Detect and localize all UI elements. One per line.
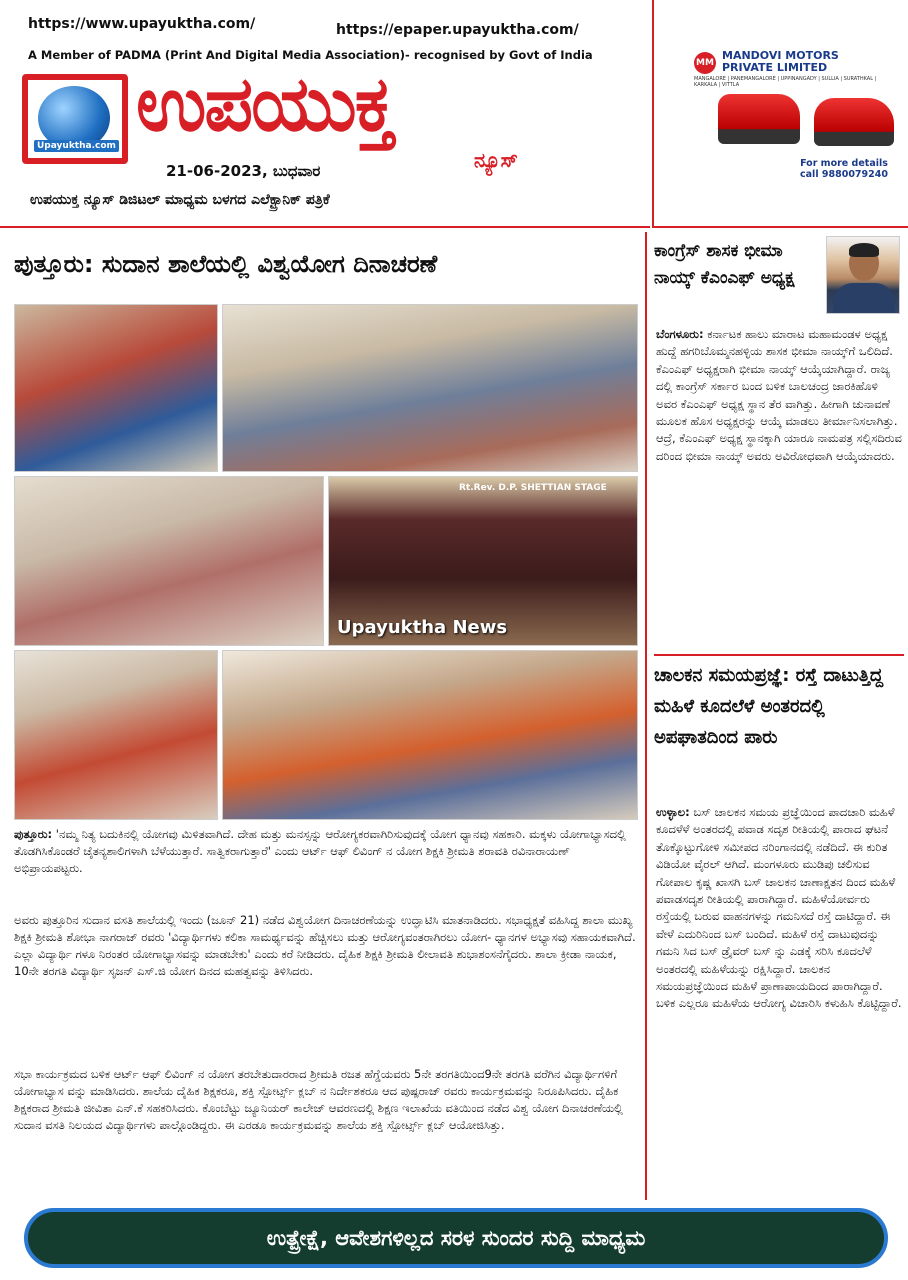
story-text: ಬಸ್ ಚಾಲಕನ ಸಮಯ ಪ್ರಜ್ಞೆಯಿಂದ ಪಾದಚಾರಿ ಮಹಿಳೆ ಕೂದಳೆಳೆ ಅಂತರದಲ್ಲಿ ಪವಾಡ ಸದೃಶ ರೀತಿಯಲ್ಲಿ ಪಾರಾದ ಘಟನೆ ತೊಕ್ಕೊಟ್ಟುಗೋಳಿ ಸಮೀಪದ ನರಿಂಗಾನದಲ್ಲಿ ನಡೆದಿದೆ. ಈ ಕುರಿತ ವಿಡಿಯೋ ವೈರಲ್ ಆಗಿದೆ. ಮಂಗಳೂರು ಮುಡಿಪು ಚಲಿಸುವ ಗೋಪಾಲ ಕೃಷ್ಣ ಖಾಸಗಿ ಬಸ್ ಚಾಲಕನ ಚಾಣಾಕ್ಷತನ ದಿಂದ ಮಹಿಳೆ ಪವಾಡಸದೃಶ ರೀತಿಯಲ್ಲಿ ಪಾರಾಗಿದ್ದಾರೆ. ಮಹಿಳೆಯೋರ್ವರು ರಸ್ತೆಯಲ್ಲಿ ಬರುವ ವಾಹನಗಳನ್ನು ಗಮನಿಸದೆ ರಸ್ತೆ ದಾಟಿದ್ದಾರೆ. ಈ ವೇಳೆ ಎದುರಿನಿಂದ ಬಸ್ ಬಂದಿದೆ. ಮಹಿಳೆ ರಸ್ತೆ ದಾಟುವುದನ್ನು ಗಮನಿ ಸಿದ ಬಸ್ ಡ್ರೈವರ್ ಬಸ್ ನ್ನು ಎಡಕ್ಕೆ ಸರಿಸಿ ಕೂದಲೆಳೆ ಅಂತರದಲ್ಲಿ ಮಹಿಳೆಯನ್ನು ರಕ್ಷಿಸಿದ್ದಾರೆ. ಚಾಲಕನ ಸಮಯಪ್ರಜ್ಞೆಯಿಂದ ಮಹಿಳೆ ಪ್ರಾಣಾಪಾಯದಿಂದ ಪಾರಾಗಿದ್ದಾರೆ. ಬಳಿಕ ಎಲ್ಲರೂ ಮಹಿಳೆಯ ಆರೋಗ್ಯ ವಿಚಾರಿಸಿ ಕಳುಹಿಸಿ ಕೊಟ್ಟಿದ್ದಾರೆ. bbox=[656, 805, 902, 1011]
yoga-photo bbox=[14, 304, 218, 472]
photo-watermark: Upayuktha News bbox=[337, 617, 508, 638]
column-divider bbox=[645, 232, 647, 1200]
yoga-photo bbox=[14, 650, 218, 820]
stage-photo bbox=[328, 476, 638, 646]
member-line: A Member of PADMA (Print And Digital Media Association)- recognised by Govt of India bbox=[28, 48, 593, 62]
article-paragraph: ಅವರು ಪುತ್ತೂರಿನ ಸುದಾನ ವಸತಿ ಶಾಲೆಯಲ್ಲಿ ಇಂದು (ಜೂನ್ 21) ನಡೆದ ವಿಶ್ವಯೋಗ ದಿನಾಚರಣೆಯನ್ನು ಉದ್ಘಾಟಿಸಿ ಮಾತನಾಡಿದರು. ಸಭಾಧ್ಯಕ್ಷತೆ ವಹಿಸಿದ್ದ ಶಾಲಾ ಮುಖ್ಯ ಶಿಕ್ಷಕಿ ಶ್ರೀಮತಿ ಶೋಭಾ ನಾಗರಾಜ್ ರವರು 'ವಿದ್ಯಾರ್ಥಿಗಳು ಕಲಿಕಾ ಸಾಮರ್ಥ್ಯವನ್ನು ಹೆಚ್ಚಿಸಲು ಮತ್ತು ಆರೋಗ್ಯವಂತರಾಗಿರಲು ಯೋಗ- ಧ್ಯಾನಗಳ ಅಭ್ಯಾಸವು ಸಹಾಯಕವಾಗಿದೆ. ಎಲ್ಲಾ ವಿದ್ಯಾರ್ಥಿ ಗಳೂ ನಿರಂತರ ಯೋಗಾಭ್ಯಾಸವನ್ನು ಮಾಡಬೇಕು' ಎಂದು ಕರೆ ನೀಡಿದರು. ದೈಹಿಕ ಶಿಕ್ಷಕಿ ಶ್ರೀಮತಿ ಲೀಲಾವತಿ ಶುಭಾಶಂಸನೆಗೈದರು. ಶಾಲಾ ಕ್ರೀಡಾ ನಾಯಕ, 10ನೇ ತರಗತಿ ವಿದ್ಯಾರ್ಥಿ ಸೃಜನ್ ಎಸ್.ಜಿ ಯೋಗ ದಿನದ ಮಹತ್ವವನ್ನು ತಿಳಿಸಿದರು. bbox=[14, 913, 636, 978]
car-image bbox=[814, 98, 894, 146]
yoga-photo bbox=[222, 650, 638, 820]
side-story bbox=[656, 804, 902, 1013]
article-paragraph bbox=[14, 826, 638, 877]
logo bbox=[22, 74, 128, 164]
website-link[interactable]: https://www.upayuktha.com/ bbox=[28, 16, 256, 32]
main-headline: ಪುತ್ತೂರು: ಸುದಾನ ಶಾಲೆಯಲ್ಲಿ ವಿಶ್ವಯೋಗ ದಿನಾಚರಣೆ bbox=[14, 250, 438, 278]
portrait-hair bbox=[849, 243, 879, 257]
story-text: ಕರ್ನಾಟಕ ಹಾಲು ಮಾರಾಟ ಮಹಾಮಂಡಳ ಅಧ್ಯಕ್ಷ ಹುದ್ದೆ ಹಗರಿಬೊಮ್ಮನಹಳ್ಳಿಯ ಶಾಸಕ ಭೀಮಾ ನಾಯ್ಕ್‌ಗೆ ಒಲಿದಿದೆ. ಕೆಎಂಎಫ್ ಅಧ್ಯಕ್ಷರಾಗಿ ಭೀಮಾ ನಾಯ್ಕ್ ಆಯ್ಕೆಯಾಗಿದ್ದಾರೆ. ರಾಜ್ಯ ದಲ್ಲಿ ಕಾಂಗ್ರೆಸ್ ಸರ್ಕಾರ ಬಂದ ಬಳಿಕ ಬಾಲಚಂದ್ರ ಜಾರಕಿಹೊಳಿ ಅವರ ಕೆಎಂಎಫ್ ಅಧ್ಯಕ್ಷ ಸ್ಥಾನ ತೆರ ವಾಗಿತ್ತು. ಹೀಗಾಗಿ ಚುನಾವಣೆ ಮೂಲಕ ಹೊಸ ಅಧ್ಯಕ್ಷರನ್ನು ಆಯ್ಕೆ ಮಾಡಲು ತೀರ್ಮಾನಿಸಲಾಗಿತ್ತು. ಆದ್ರೆ, ಕೆಎಂಎಫ್ ಅಧ್ಯಕ್ಷ ಸ್ಥಾನಕ್ಕಾಗಿ ಯಾರೂ ನಾಮಪತ್ರ ಸಲ್ಲಿಸದಿರುವ ದರಿಂದ ಭೀಮಾ ನಾಯ್ಕ್ ಅವರು ಅವಿರೋಧವಾಗಿ ಆಯ್ಕೆಯಾದರು. bbox=[656, 327, 902, 463]
masthead-header bbox=[0, 0, 650, 228]
article-paragraph: ಸಭಾ ಕಾರ್ಯಕ್ರಮದ ಬಳಿಕ ಆರ್ಟ್ ಆಫ್ ಲಿವಿಂಗ್ ನ ಯೋಗ ತರಬೇತುದಾರರಾದ ಶ್ರೀಮತಿ ರಜತ ಹೆಗ್ಡೆಯವರು 5ನೇ ತರಗತಿಯಿಂದ9ನೇ ತರಗತಿ ವರೆಗಿನ ವಿದ್ಯಾರ್ಥಿಗಳಿಗೆ ಯೋಗಾಭ್ಯಾಸ ವನ್ನು ಮಾಡಿಸಿದರು. ಶಾಲೆಯ ದೈಹಿಕ ಶಿಕ್ಷಕರೂ, ಶಕ್ತಿ ಸ್ಪೋರ್ಟ್ಸ್ ಕ್ಲಬ್ ನ ನಿರ್ದೇಶಕರೂ ಆದ ಪುಷ್ಪರಾಜ್ ರವರು ಕಾರ್ಯಕ್ರಮವನ್ನು ನಿರೂಪಿಸಿದರು. ದೈಹಿಕ ಶಿಕ್ಷಕರಾದ ಶ್ರೀಮತಿ ಜೀವಿತಾ ಎನ್.ಕೆ ಸಹಕರಿಸಿದರು. ಕೊಂಬೆಟ್ಟು ಜ್ಯೂನಿಯರ್ ಕಾಲೇಜ್ ಆವರಣದಲ್ಲಿ ಶಿಕ್ಷಣ ಇಲಾಖೆಯ ವತಿಯಿಂದ ನಡೆದ ವಿಶ್ವ ಯೋಗ ದಿನಾಚರಣೆಯಲ್ಲಿ ಸುದಾನ ವಸತಿ ನಿಲಯದ ವಿದ್ಯಾರ್ಥಿಗಳು ಪಾಲ್ಗೊಂಡಿದ್ದರು. ಈ ಎರಡೂ ಕಾರ್ಯಕ್ರಮವನ್ನು ಶಾಲೆಯ ಶಕ್ತಿ ಸ್ಪೋರ್ಟ್ಸ್ ಕ್ಲಬ್ ಆಯೋಜಿಸಿತ್ತು. bbox=[14, 1067, 623, 1132]
photo-collage bbox=[14, 304, 638, 820]
ad-contact: For more details call 9880079240 bbox=[800, 158, 888, 180]
masthead-title: ಉಪಯುಕ್ತ bbox=[136, 59, 394, 148]
paragraph-text: 'ನಮ್ಮ ನಿತ್ಯ ಬದುಕಿನಲ್ಲಿ ಯೋಗವು ಮಿಳಿತವಾಗಿದೆ. ದೇಹ ಮತ್ತು ಮನಸ್ಸನ್ನು ಆರೋಗ್ಯಕರವಾಗಿರಿಸುವುದಕ್ಕೆ ಯೋಗ ಧ್ಯಾನವು ಸಹಕಾರಿ. ಮಕ್ಕಳು ಯೋಗಾಭ್ಯಾಸದಲ್ಲಿ ತೊಡಗಿಸಿಕೊಂಡರೆ ಚೈತನ್ಯಶಾಲಿಗಳಾಗಿ ಬೆಳೆಯುತ್ತಾರೆ. ಸಾತ್ವಿಕರಾಗುತ್ತಾರೆ' ಎಂದು ಆರ್ಟ್ ಆಫ್ ಲಿವಿಂಗ್ ನ ಯೋಗ ಶಿಕ್ಷಕಿ ಶ್ರೀಮತಿ ಶರಾವತಿ ರವಿನಾರಾಯಣ್ ಅಭಿಪ್ರಾಯಪಟ್ಟರು. bbox=[14, 827, 626, 875]
ad-cities: MANGALORE | PANEMANGALORE | UPPINANGADY | SULLIA | SURATHKAL | KARKALA | VITTLA bbox=[694, 76, 877, 88]
portrait-body bbox=[833, 283, 895, 314]
issue-date: 21-06-2023, ಬುಧವಾರ bbox=[166, 162, 321, 180]
dealer-logo-icon: MM bbox=[694, 52, 716, 74]
masthead-subtitle: ನ್ಯೂಸ್ bbox=[474, 148, 518, 172]
yoga-photo bbox=[14, 476, 324, 646]
epaper-link[interactable]: https://epaper.upayuktha.com/ bbox=[336, 22, 579, 38]
ad-title: MANDOVI MOTORS PRIVATE LIMITED bbox=[722, 49, 839, 74]
yoga-photo bbox=[222, 304, 638, 472]
logo-label: Upayuktha.com bbox=[34, 140, 119, 152]
header-tagline: ಉಪಯುಕ್ತ ನ್ಯೂಸ್ ಡಿಜಿಟಲ್ ಮಾಧ್ಯಮ ಬಳಗದ ಎಲೆಕ್ಟ್ರಾನಿಕ್ ಪತ್ರಿಕೆ bbox=[30, 192, 330, 208]
advertisement[interactable] bbox=[652, 0, 908, 228]
footer-slogan: ಉತ್ಪ್ರೇಕ್ಷೆ, ಆವೇಶಗಳಿಲ್ಲದ ಸರಳ ಸುಂದರ ಸುದ್ದಿ ಮಾಧ್ಯಮ bbox=[266, 1226, 646, 1250]
footer-banner bbox=[24, 1208, 888, 1268]
dateline: ಉಳ್ಳಾಲ: bbox=[656, 805, 690, 819]
stage-banner: Rt.Rev. D.P. SHETTIAN STAGE bbox=[459, 483, 607, 493]
side-headline: ಚಾಲಕನ ಸಮಯಪ್ರಜ್ಞೆ: ರಸ್ತೆ ದಾಟುತ್ತಿದ್ದ ಮಹಿಳೆ ಕೂದಲೆಳೆ ಅಂತರದಲ್ಲಿ ಅಪಘಾತದಿಂದ ಪಾರು bbox=[654, 654, 904, 753]
side-story bbox=[656, 326, 902, 465]
side-headline: ಕಾಂಗ್ರೆಸ್ ಶಾಸಕ ಭೀಮಾ ನಾಯ್ಕ್ ಕೆಎಂಎಫ್ ಅಧ್ಯಕ್ಷ bbox=[654, 241, 795, 288]
car-image bbox=[718, 94, 800, 144]
dateline: ಪುತ್ತೂರು: bbox=[14, 827, 53, 841]
portrait-photo bbox=[826, 236, 900, 314]
dateline: ಬೆಂಗಳೂರು: bbox=[656, 327, 704, 341]
